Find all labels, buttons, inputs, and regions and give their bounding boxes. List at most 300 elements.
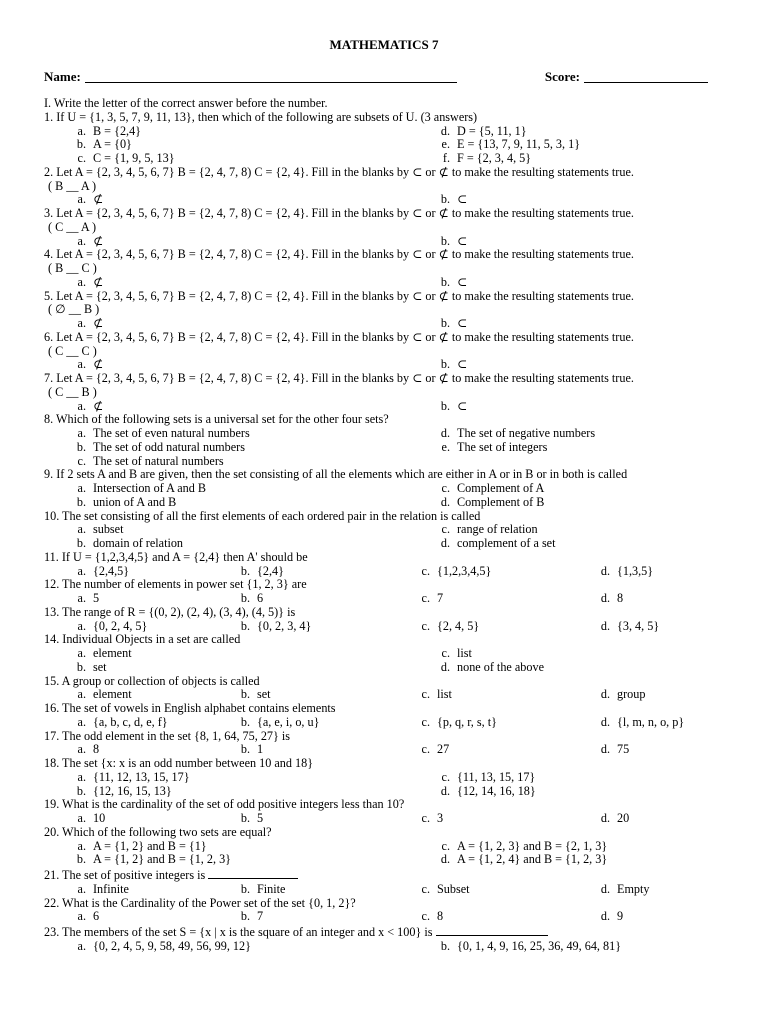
question-text — [44, 468, 724, 482]
answer-choice[interactable] — [428, 661, 544, 675]
question-11 — [44, 551, 724, 579]
choice-letter: a. — [77, 591, 86, 605]
answer-choice[interactable] — [64, 771, 428, 785]
choice-row — [44, 276, 724, 290]
question-17 — [44, 730, 724, 758]
answer-choice[interactable] — [428, 496, 544, 510]
choice-text: A = {0} — [93, 137, 132, 152]
choice-text: range of relation — [457, 522, 538, 537]
answer-choice[interactable] — [64, 620, 228, 634]
choice-row — [44, 853, 724, 867]
answer-choice[interactable] — [408, 592, 588, 606]
question-text — [44, 606, 724, 620]
answer-choice[interactable] — [408, 812, 588, 826]
answer-choice[interactable] — [64, 358, 428, 372]
choice-text: C = {1, 9, 5, 13} — [93, 151, 175, 165]
choice-letter: c. — [77, 453, 86, 468]
choice-text: The set of integers — [457, 439, 548, 454]
choice-text: 7 — [437, 591, 444, 605]
choice-text: A = {1, 2} and B = {1, 2, 3} — [93, 852, 232, 867]
choice-text: 8 — [93, 742, 100, 757]
answer-choice[interactable] — [64, 276, 428, 290]
choice-text: domain of relation — [93, 536, 184, 550]
choice-letter: d. — [600, 742, 610, 757]
question-2 — [44, 166, 724, 207]
choice-letter: c. — [441, 838, 450, 853]
choice-letter: b. — [240, 618, 250, 633]
answer-choice[interactable] — [588, 592, 623, 606]
choice-letter: a. — [77, 687, 86, 702]
choice-row — [44, 358, 724, 372]
choice-letter: a. — [77, 563, 86, 578]
answer-choice[interactable] — [64, 441, 428, 455]
name-label: Name: — [44, 69, 81, 84]
answer-choice[interactable] — [64, 496, 428, 510]
question-20 — [44, 826, 724, 867]
answer-choice[interactable] — [64, 661, 428, 675]
choice-letter: d. — [440, 852, 450, 867]
answer-blank[interactable] — [436, 924, 548, 936]
choice-text: {11, 13, 15, 17} — [457, 769, 536, 784]
choice-letter: a. — [77, 618, 86, 633]
question-stem: 17. The odd element in the set {8, 1, 64, 75, 27} is — [44, 728, 291, 743]
choice-text: element — [93, 646, 132, 660]
question-text — [44, 924, 724, 940]
choice-text: Subset — [437, 881, 470, 896]
choice-text: ⊂ — [457, 398, 468, 413]
choice-letter: b. — [76, 137, 86, 152]
answer-choice[interactable] — [64, 455, 428, 469]
choice-letter: b. — [440, 357, 450, 372]
choice-letter: b. — [76, 659, 86, 674]
choice-letter: d. — [600, 881, 610, 896]
answer-choice[interactable] — [64, 812, 228, 826]
choice-letter: d. — [440, 494, 450, 509]
choice-letter: b. — [440, 938, 450, 953]
choice-letter: d. — [600, 811, 610, 825]
question-text — [44, 111, 724, 125]
question-list — [44, 111, 724, 954]
answer-choice[interactable] — [588, 688, 645, 702]
answer-choice[interactable] — [428, 400, 467, 414]
question-1 — [44, 111, 724, 166]
choice-row — [44, 455, 724, 469]
choice-row — [44, 647, 724, 661]
choice-row — [44, 537, 724, 551]
question-12 — [44, 578, 724, 606]
choice-text: {1,3,5} — [617, 563, 654, 578]
question-text — [44, 897, 724, 911]
choice-letter: c. — [421, 714, 430, 729]
question-text — [44, 331, 724, 345]
answer-choice[interactable] — [428, 193, 467, 207]
question-text — [44, 826, 724, 840]
choice-row — [44, 716, 724, 730]
question-text — [44, 551, 724, 565]
choice-text: 20 — [617, 811, 630, 825]
choice-letter: b. — [240, 687, 250, 702]
choice-row — [44, 883, 724, 897]
choice-text: {0, 1, 4, 9, 16, 25, 36, 49, 64, 81} — [457, 938, 622, 953]
question-stem: 19. What is the cardinality of the set of odd positive integers less than 10? — [44, 797, 405, 812]
choice-text: 5 — [93, 591, 100, 605]
choice-letter: b. — [240, 591, 250, 605]
choice-row — [44, 400, 724, 414]
answer-choice[interactable] — [428, 152, 531, 166]
answer-choice[interactable] — [228, 910, 408, 924]
choice-letter: c. — [421, 563, 430, 578]
choice-letter: b. — [440, 233, 450, 248]
choice-text: {a, e, i, o, u} — [257, 714, 320, 729]
choice-text: B = {2,4} — [93, 123, 142, 138]
score-label: Score: — [544, 69, 580, 84]
question-text — [44, 867, 724, 883]
answer-choice[interactable] — [64, 317, 428, 331]
choice-letter: b. — [240, 909, 250, 924]
choice-text: set — [257, 687, 271, 702]
answer-choice[interactable] — [588, 716, 684, 730]
choice-letter: b. — [240, 881, 250, 896]
choice-text: ⊄ — [93, 357, 104, 372]
choice-text: F = {2, 3, 4, 5} — [457, 151, 532, 165]
answer-choice[interactable] — [64, 193, 428, 207]
answer-choice[interactable] — [64, 400, 428, 414]
choice-letter: b. — [240, 742, 250, 757]
choice-letter: c. — [421, 591, 430, 605]
choice-text: {12, 16, 15, 13} — [93, 783, 172, 798]
choice-letter: b. — [240, 714, 250, 729]
answer-choice[interactable] — [64, 910, 228, 924]
answer-choice[interactable] — [588, 910, 623, 924]
choice-letter: c. — [441, 522, 450, 537]
question-stem: 6. Let A = {2, 3, 4, 5, 6, 7} B = {2, 4, 7, 8) C = {2, 4}. Fill in the blanks by ⊂ or ⊄ to make the resulting statements true. — [44, 329, 634, 344]
choice-text: ⊂ — [457, 192, 468, 207]
choice-text: union of A and B — [93, 494, 177, 509]
question-stem: 21. The set of positive integers is — [44, 868, 206, 882]
choice-letter: b. — [240, 563, 250, 578]
choice-text: group — [617, 687, 646, 702]
answer-choice[interactable] — [428, 482, 544, 496]
choice-letter: a. — [77, 274, 86, 289]
choice-text: subset — [93, 522, 124, 537]
question-statement: ( B __ C ) — [48, 261, 97, 275]
answer-choice[interactable] — [64, 853, 428, 867]
question-stem: 13. The range of R = {(0, 2), (2, 4), (3, 4), (4, 5)} is — [44, 604, 296, 619]
choice-letter: a. — [77, 233, 86, 248]
choice-letter: a. — [77, 909, 86, 924]
choice-letter: a. — [77, 769, 86, 784]
choice-row — [44, 152, 724, 166]
answer-choice[interactable] — [408, 910, 588, 924]
answer-choice[interactable] — [228, 688, 408, 702]
choice-letter: a. — [77, 357, 86, 372]
question-stem: 14. Individual Objects in a set are called — [44, 632, 241, 647]
choice-text: {2, 4, 5} — [437, 618, 480, 633]
question-text — [44, 675, 724, 689]
answer-choice[interactable] — [428, 317, 467, 331]
answer-choice[interactable] — [588, 883, 650, 897]
answer-choice[interactable] — [588, 620, 659, 634]
choice-row — [44, 523, 724, 537]
choice-letter: e. — [441, 137, 450, 152]
choice-letter: b. — [440, 274, 450, 289]
choice-letter: b. — [76, 494, 86, 509]
question-text — [44, 166, 724, 180]
choice-row — [44, 743, 724, 757]
question-14 — [44, 633, 724, 674]
choice-letter: a. — [77, 192, 86, 207]
answer-choice[interactable] — [64, 716, 228, 730]
choice-row — [44, 910, 724, 924]
answer-choice[interactable] — [408, 565, 588, 579]
choice-text: Finite — [257, 881, 286, 896]
question-text — [44, 578, 724, 592]
choice-text: The set of even natural numbers — [93, 426, 250, 440]
answer-choice[interactable] — [428, 840, 607, 854]
answer-choice[interactable] — [428, 537, 555, 551]
name-blank[interactable] — [85, 68, 457, 83]
choice-text: ⊂ — [457, 357, 468, 372]
choice-letter: b. — [76, 439, 86, 454]
answer-choice[interactable] — [64, 482, 428, 496]
answer-choice[interactable] — [64, 427, 428, 441]
question-stem: 4. Let A = {2, 3, 4, 5, 6, 7} B = {2, 4, 7, 8) C = {2, 4}. Fill in the blanks by ⊂ or ⊄ to make the resulting statements true. — [44, 247, 634, 262]
question-statement: ( C __ A ) — [48, 219, 97, 234]
question-7 — [44, 372, 724, 413]
answer-choice[interactable] — [428, 853, 607, 867]
choice-text: 5 — [257, 811, 264, 825]
question-22 — [44, 897, 724, 925]
choice-text: Intersection of A and B — [93, 481, 207, 495]
answer-choice[interactable] — [228, 743, 408, 757]
answer-choice[interactable] — [428, 138, 580, 152]
choice-letter: c. — [441, 646, 450, 660]
question-stem: 15. A group or collection of objects is called — [44, 673, 260, 688]
choice-text: A = {1, 2, 4} and B = {1, 2, 3} — [457, 852, 608, 867]
choice-letter: d. — [440, 426, 450, 440]
answer-choice[interactable] — [64, 743, 228, 757]
question-15 — [44, 675, 724, 703]
question-stem: 5. Let A = {2, 3, 4, 5, 6, 7} B = {2, 4, 7, 8) C = {2, 4}. Fill in the blanks by ⊂ or ⊄ to make the resulting statements true. — [44, 288, 634, 303]
question-6 — [44, 331, 724, 372]
question-stem: 7. Let A = {2, 3, 4, 5, 6, 7} B = {2, 4, 7, 8) C = {2, 4}. Fill in the blanks by ⊂ or ⊄ to make the resulting statements true. — [44, 371, 634, 385]
choice-letter: a. — [77, 316, 86, 330]
question-stem: 11. If U = {1,2,3,4,5} and A = {2,4} then A' should be — [44, 549, 308, 564]
question-text — [44, 757, 724, 771]
score-blank[interactable] — [584, 68, 708, 83]
answer-choice[interactable] — [64, 523, 428, 537]
question-23 — [44, 924, 724, 954]
answer-choice[interactable] — [428, 427, 595, 441]
answer-choice[interactable] — [64, 785, 428, 799]
score-field — [545, 68, 708, 86]
choice-text: 1 — [257, 742, 264, 757]
question-stem: 18. The set {x: x is an odd number between 10 and 18} — [44, 756, 314, 770]
choice-text: 8 — [617, 591, 624, 605]
answer-choice[interactable] — [428, 785, 536, 799]
choice-letter: d. — [440, 783, 450, 798]
choice-text: 9 — [617, 909, 624, 924]
choice-letter: a. — [77, 742, 86, 757]
answer-choice[interactable] — [228, 812, 408, 826]
question-text — [44, 207, 724, 221]
choice-letter: c. — [421, 909, 430, 924]
choice-letter: c. — [441, 481, 450, 495]
answer-choice[interactable] — [64, 565, 228, 579]
question-stem: 10. The set consisting of all the first elements of each ordered pair in the relation is called — [44, 508, 481, 523]
choice-text: set — [93, 659, 107, 674]
question-statement: ( B __ A ) — [48, 178, 97, 193]
question-text — [44, 248, 724, 262]
answer-choice[interactable] — [428, 358, 467, 372]
choice-text: ⊂ — [457, 316, 468, 330]
choice-text: 3 — [437, 811, 444, 825]
question-stem: 12. The number of elements in power set {1, 2, 3} are — [44, 577, 307, 592]
choice-letter: d. — [440, 659, 450, 674]
answer-blank[interactable] — [208, 867, 298, 879]
choice-row — [44, 125, 724, 139]
choice-letter: b. — [76, 783, 86, 798]
choice-letter: c. — [421, 742, 430, 757]
answer-choice[interactable] — [408, 883, 588, 897]
choice-letter: d. — [440, 536, 450, 550]
choice-letter: a. — [77, 123, 86, 138]
choice-row — [44, 482, 724, 496]
question-statement: ( C __ B ) — [48, 384, 97, 399]
choice-text: 10 — [93, 811, 106, 825]
answer-choice[interactable] — [408, 716, 588, 730]
answer-choice[interactable] — [588, 565, 653, 579]
answer-choice[interactable] — [64, 152, 428, 166]
choice-text: {2,4} — [257, 563, 284, 578]
answer-choice[interactable] — [428, 441, 547, 455]
exam-page — [44, 36, 724, 954]
choice-text: ⊄ — [93, 192, 104, 207]
answer-choice[interactable] — [64, 840, 428, 854]
answer-choice[interactable] — [64, 688, 228, 702]
answer-choice[interactable] — [588, 743, 629, 757]
answer-choice[interactable] — [428, 276, 467, 290]
question-stem: 16. The set of vowels in English alphabet contains elements — [44, 701, 336, 715]
question-stem: 9. If 2 sets A and B are given, then the set consisting of all the elements which are either in A or in B or in both is called — [44, 467, 628, 482]
choice-letter: a. — [77, 838, 86, 853]
answer-choice[interactable] — [64, 940, 428, 954]
choice-letter: a. — [77, 481, 86, 495]
choice-letter: a. — [77, 426, 86, 440]
question-statement: ( ∅ __ B ) — [48, 302, 100, 317]
question-text — [44, 413, 724, 427]
choice-letter: b. — [440, 192, 450, 207]
choice-text: 27 — [437, 742, 450, 757]
answer-choice[interactable] — [64, 592, 228, 606]
answer-choice[interactable] — [64, 125, 428, 139]
choice-row — [44, 592, 724, 606]
question-text — [44, 290, 724, 304]
answer-choice[interactable] — [408, 743, 588, 757]
choice-text: 7 — [257, 909, 264, 924]
answer-choice[interactable] — [428, 940, 621, 954]
answer-choice[interactable] — [64, 235, 428, 249]
choice-text: {p, q, r, s, t} — [437, 714, 497, 729]
choice-row — [44, 496, 724, 510]
answer-choice[interactable] — [64, 883, 228, 897]
answer-choice[interactable] — [228, 883, 408, 897]
answer-choice[interactable] — [64, 537, 428, 551]
answer-choice[interactable] — [428, 235, 467, 249]
choice-letter: a. — [77, 938, 86, 953]
choice-text: {1,2,3,4,5} — [437, 563, 492, 578]
question-8 — [44, 413, 724, 468]
choice-text: ⊄ — [93, 233, 104, 248]
answer-choice[interactable] — [428, 647, 472, 661]
answer-choice[interactable] — [228, 620, 408, 634]
question-text — [44, 702, 724, 716]
question-18 — [44, 757, 724, 798]
question-stem: 1. If U = {1, 3, 5, 7, 9, 11, 13}, then which of the following are subsets of U. (3 answers) — [44, 109, 478, 124]
choice-text: {l, m, n, o, p} — [617, 714, 685, 729]
question-text — [44, 633, 724, 647]
choice-letter: c. — [421, 618, 430, 633]
answer-choice[interactable] — [228, 592, 408, 606]
choice-letter: b. — [76, 852, 86, 867]
choice-row — [44, 785, 724, 799]
choice-row — [44, 235, 724, 249]
answer-choice[interactable] — [428, 125, 527, 139]
question-21 — [44, 867, 724, 897]
choice-row — [44, 771, 724, 785]
question-3 — [44, 207, 724, 248]
question-stem: 22. What is the Cardinality of the Power set of the set {0, 1, 2}? — [44, 895, 356, 910]
choice-letter: c. — [421, 687, 430, 702]
answer-choice[interactable] — [64, 647, 428, 661]
question-13 — [44, 606, 724, 634]
question-stem: 2. Let A = {2, 3, 4, 5, 6, 7} B = {2, 4, 7, 8) C = {2, 4}. Fill in the blanks by ⊂ or ⊄ to make the resulting statements true. — [44, 164, 634, 179]
choice-text: ⊂ — [457, 274, 468, 289]
choice-text: Complement of B — [457, 494, 545, 509]
choice-text: list — [457, 646, 472, 660]
choice-letter: d. — [600, 687, 610, 702]
question-16 — [44, 702, 724, 730]
question-19 — [44, 798, 724, 826]
choice-letter: d. — [600, 618, 610, 633]
choice-text: {0, 2, 4, 5} — [93, 618, 148, 633]
page-title: MATHEMATICS 7 — [329, 37, 439, 52]
question-9 — [44, 468, 724, 509]
choice-row — [44, 427, 724, 441]
question-text — [44, 510, 724, 524]
question-5 — [44, 290, 724, 331]
choice-text: element — [93, 687, 132, 702]
choice-letter: d. — [600, 909, 610, 924]
answer-choice[interactable] — [408, 688, 588, 702]
choice-text: E = {13, 7, 9, 11, 5, 3, 1} — [457, 137, 581, 152]
choice-text: 6 — [257, 591, 264, 605]
answer-choice[interactable] — [408, 620, 588, 634]
instructions: I. Write the letter of the correct answer before the number. — [44, 96, 328, 110]
answer-choice[interactable] — [228, 716, 408, 730]
question-4 — [44, 248, 724, 289]
answer-choice[interactable] — [588, 812, 629, 826]
choice-letter: b. — [440, 398, 450, 413]
answer-choice[interactable] — [428, 523, 538, 537]
answer-choice[interactable] — [428, 771, 535, 785]
choice-text: none of the above — [457, 659, 544, 674]
choice-text: {0, 2, 4, 5, 9, 58, 49, 56, 99, 12} — [93, 938, 251, 953]
answer-choice[interactable] — [228, 565, 408, 579]
choice-text: ⊄ — [93, 274, 104, 289]
choice-text: {11, 12, 13, 15, 17} — [93, 769, 190, 784]
answer-choice[interactable] — [64, 138, 428, 152]
